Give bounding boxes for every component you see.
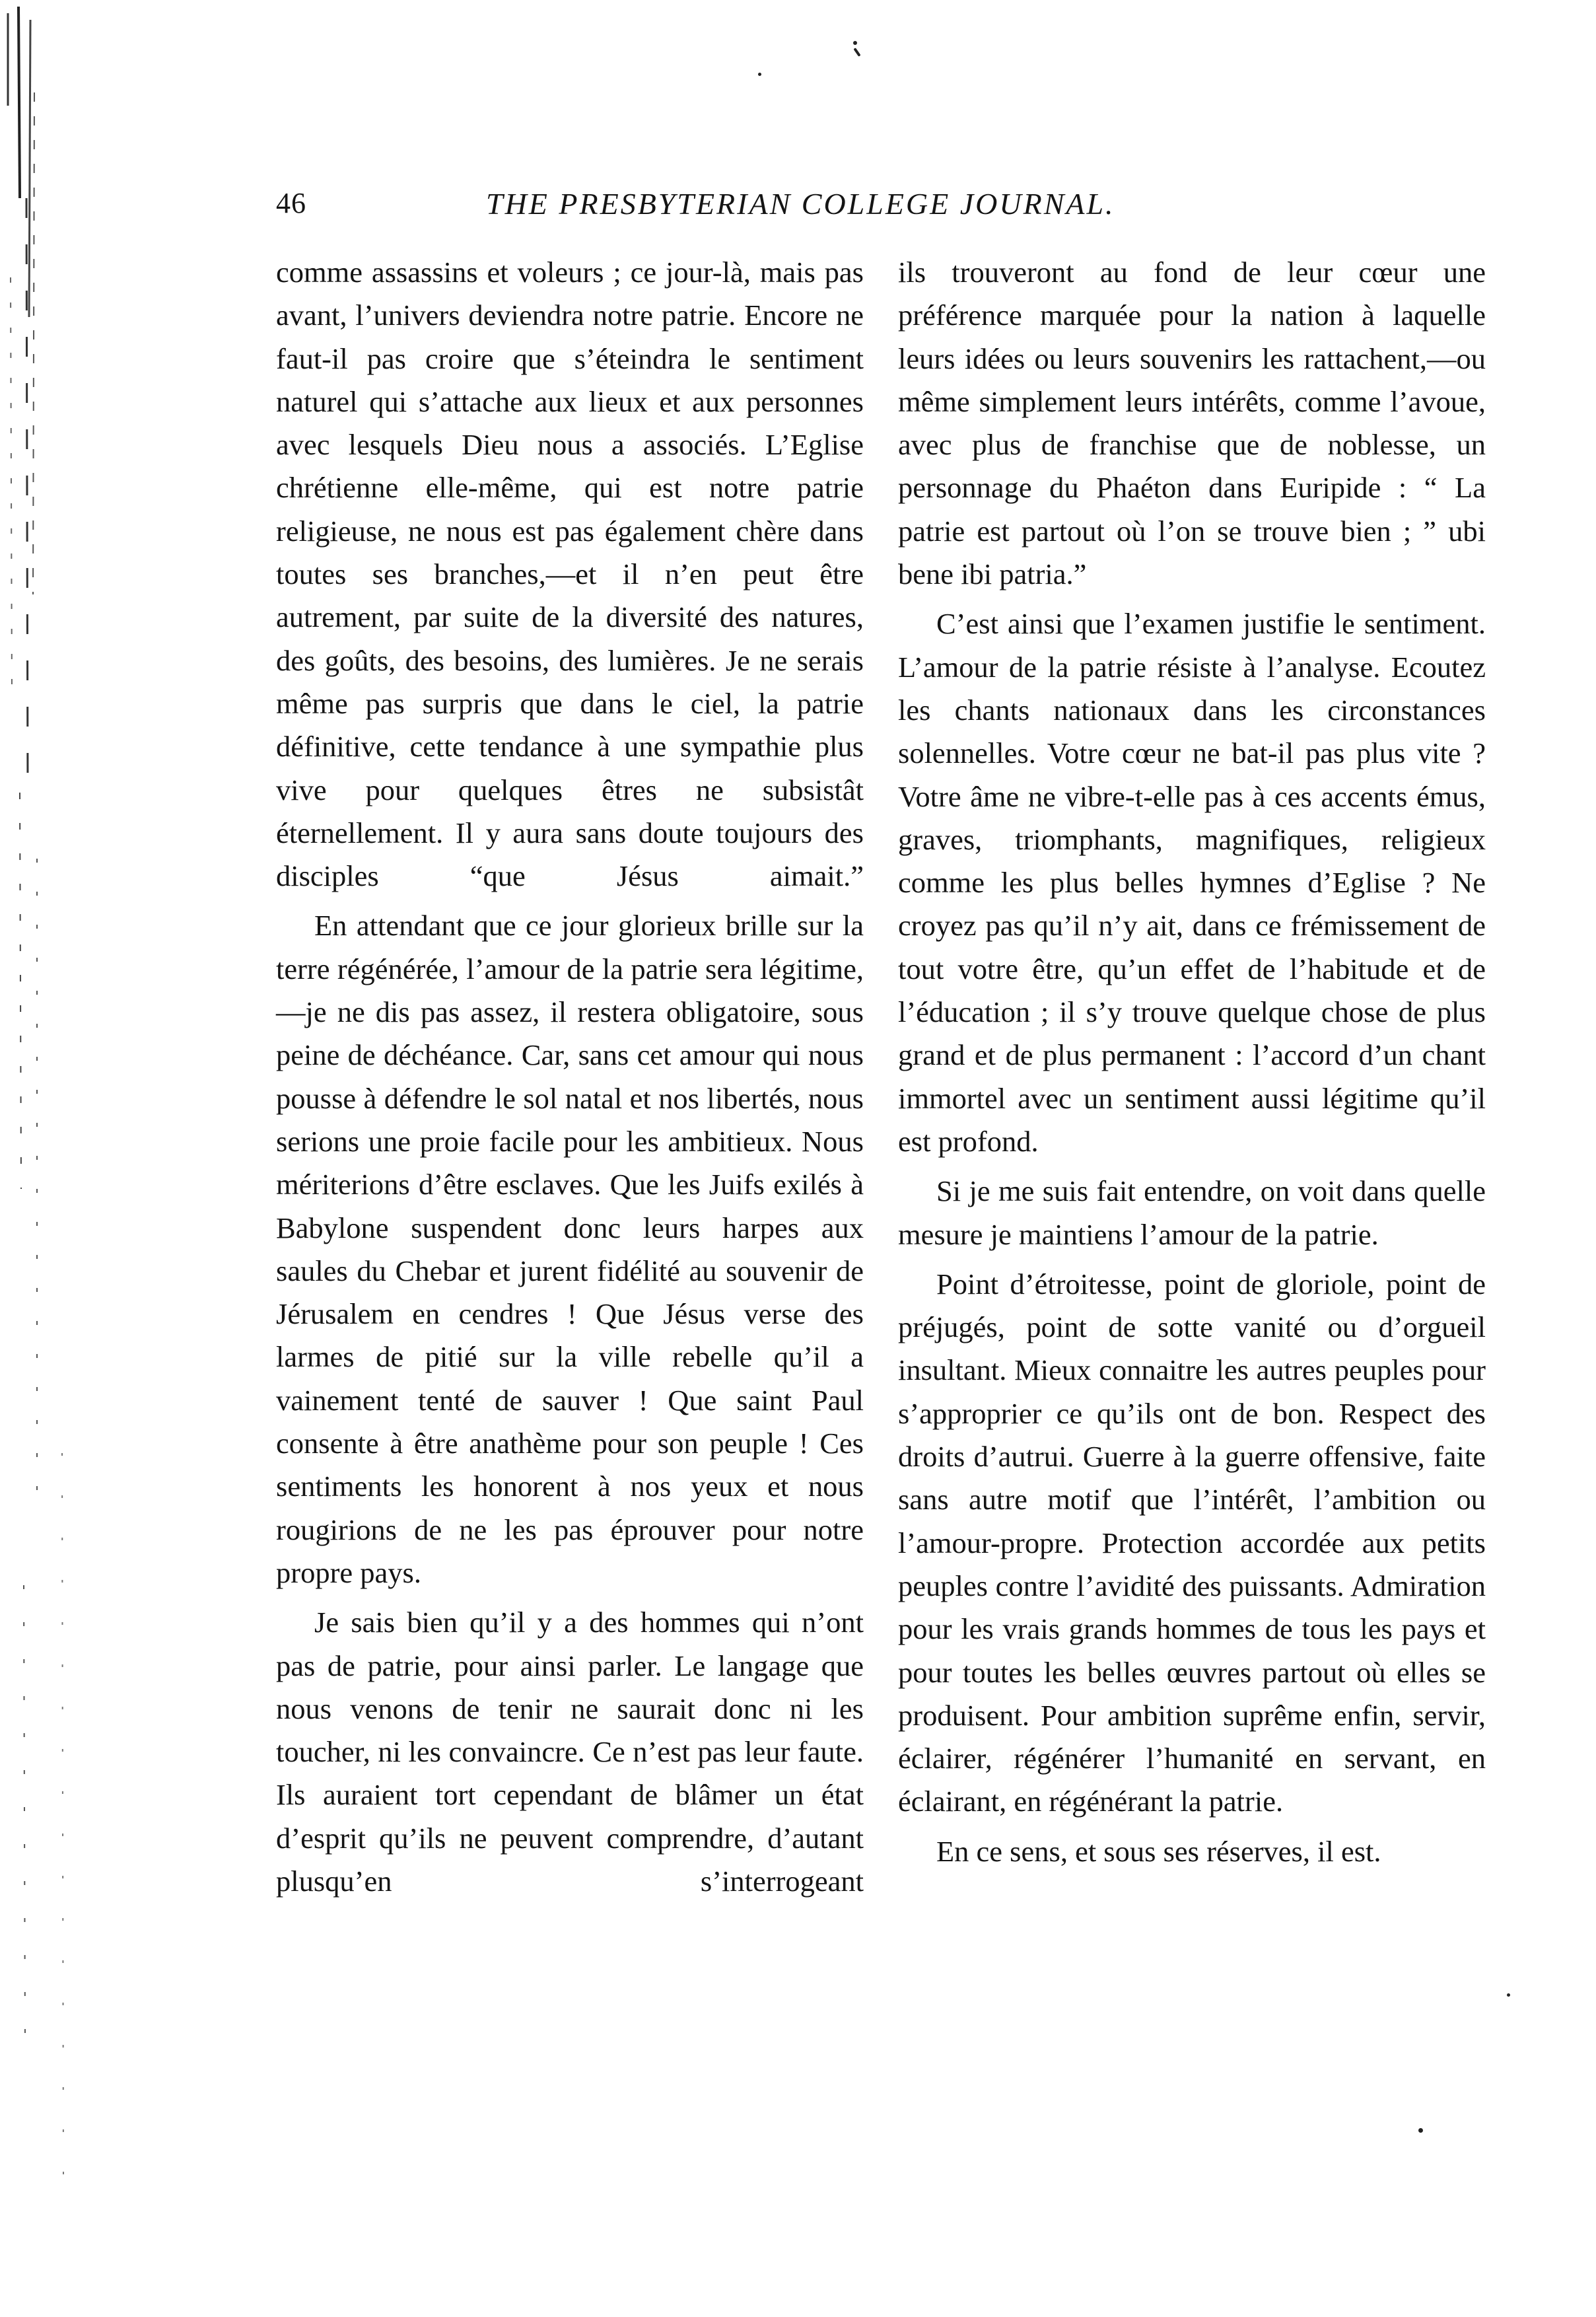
- scan-speck: [853, 41, 857, 45]
- page-number: 46: [276, 187, 306, 219]
- scan-binding-edge-marks: [0, 0, 79, 2317]
- running-title: THE PRESBYTERIAN COLLEGE JOURNAL.: [486, 187, 1115, 221]
- binding-line: [18, 7, 20, 198]
- binding-line: [11, 277, 12, 694]
- paragraph: ils trouveront au fond de leur cœur une préférence marquée pour la nation à laquelle leurs idées ou leurs souvenirs les rattachent,—ou même simplement leurs intérêts, comme l’avoue, avec plus de franchise que de noblesse, un personnage du Phaéton dans Euripide : “ La patrie est partout où l’on se trouve bien ; ” ubi bene ibi patria.”: [898, 256, 1486, 591]
- binding-line: [24, 1585, 25, 2048]
- scan-speck: [758, 73, 761, 76]
- paragraph: Je sais bien qu’il y a des hommes qui n’ont pas de patrie, pour ainsi parler. Le langage que nous venons de tenir ne saurait donc ni les toucher, ni les convaincre. Ce n’est pas leur faute. Ils auraient tort cependant de blâmer un état d’esprit qu’ils ne peuvent comprendre, d’autant plusqu’en s’interrogeant: [276, 1606, 864, 1898]
- binding-line: [20, 793, 21, 1189]
- binding-line: [62, 1453, 63, 2180]
- paragraph: Si je me suis fait entendre, on voit dans quelle mesure je maintiens l’amour de la patrie.: [898, 1174, 1486, 1251]
- paragraph: En attendant que ce jour glorieux brille sur la terre régénérée, l’amour de la patrie sera légitime,—je ne dis pas assez, il restera obligatoire, sous peine de déchéance. Car, sans cet amour qui nous pousse à défendre le sol natal et nos libertés, nous serions une proie facile pour les ambitieux. Nous mériterions d’être esclaves. Que les Juifs exilés à Babylone suspendent donc leurs harpes aux saules du Chebar et jurent fidélité au souvenir de Jérusalem en cendres ! Que Jésus verse des larmes de pitié sur la ville rebelle qu’il a vainement tenté de sauver ! Que saint Paul consente à être anathème pour son peuple ! Ces sentiments les honorent à nos yeux et nous rougirions de ne les pas éprouver pour notre propre pays.: [276, 909, 864, 1589]
- right-column: [898, 251, 1486, 1873]
- binding-line: [29, 20, 30, 317]
- scan-speck: [853, 48, 860, 57]
- page-header: [276, 186, 1293, 232]
- binding-line: [26, 198, 28, 793]
- binding-line: [33, 92, 34, 594]
- paragraph: comme assassins et voleurs ; ce jour-là, mais pas avant, l’univers deviendra notre patrie. Encore ne faut-il pas croire que s’éteindra le sentiment naturel qui s’attache aux lieux et aux personnes avec lesquels Dieu nous a associés. L’Eglise chrétienne elle-même, qui est notre patrie religieuse, ne nous est pas également chère dans toutes ses branches,—et il n’en peut être autrement, par suite de la diversité des natures, des goûts, des besoins, des lumières. Je ne serais même pas surpris que dans le ciel, la patrie définitive, cette tendance à une sympathie plus vive pour quelques êtres ne subsistât éternellement. Il y aura sans doute toujours des disciples “que Jésus aimait.”: [276, 256, 864, 893]
- scan-speck: [1507, 1993, 1510, 1997]
- paragraph: En ce sens, et sous ses réserves, il est.: [936, 1834, 1381, 1868]
- left-column: [276, 251, 864, 1903]
- paragraph: C’est ainsi que l’examen justifie le sentiment. L’amour de la patrie résiste à l’analyse. Ecoutez les chants nationaux dans les circonstances solennelles. Votre cœur ne bat-il pas plus vite ? Votre âme ne vibre-t-elle pas à ces accents émus, graves, triomphants, magnifiques, religieux comme les plus belles hymnes d’Eglise ? Ne croyez pas qu’il n’y ait, dans ce frémissement de tout votre être, qu’un effet de l’habitude et de l’éducation ; il s’y trouve quelque chose de plus grand et de plus permanent : l’accord d’un chant immortel avec un sentiment aussi légitime qu’il est profond.: [898, 607, 1486, 1158]
- paragraph: Point d’étroitesse, point de gloriole, point de préjugés, point de sotte vanité ou d’orgueil insultant. Mieux connaitre les autres peuples pour s’approprier ce qu’ils ont de bon. Respect des droits d’autrui. Guerre à la guerre offensive, faite sans autre motif que l’intérêt, l’ambition ou l’amour-propre. Protection accordée aux petits peuples contre l’avidité des puissants. Admiration pour les vrais grands hommes de tous les pays et pour toutes les belles œuvres partout où elles se produisent. Pour ambition suprême enfin, servir, éclairer, régénérer l’humanité en servant, en éclairant, en régénérant la patrie.: [898, 1267, 1486, 1818]
- scan-speck: [1418, 2128, 1423, 2133]
